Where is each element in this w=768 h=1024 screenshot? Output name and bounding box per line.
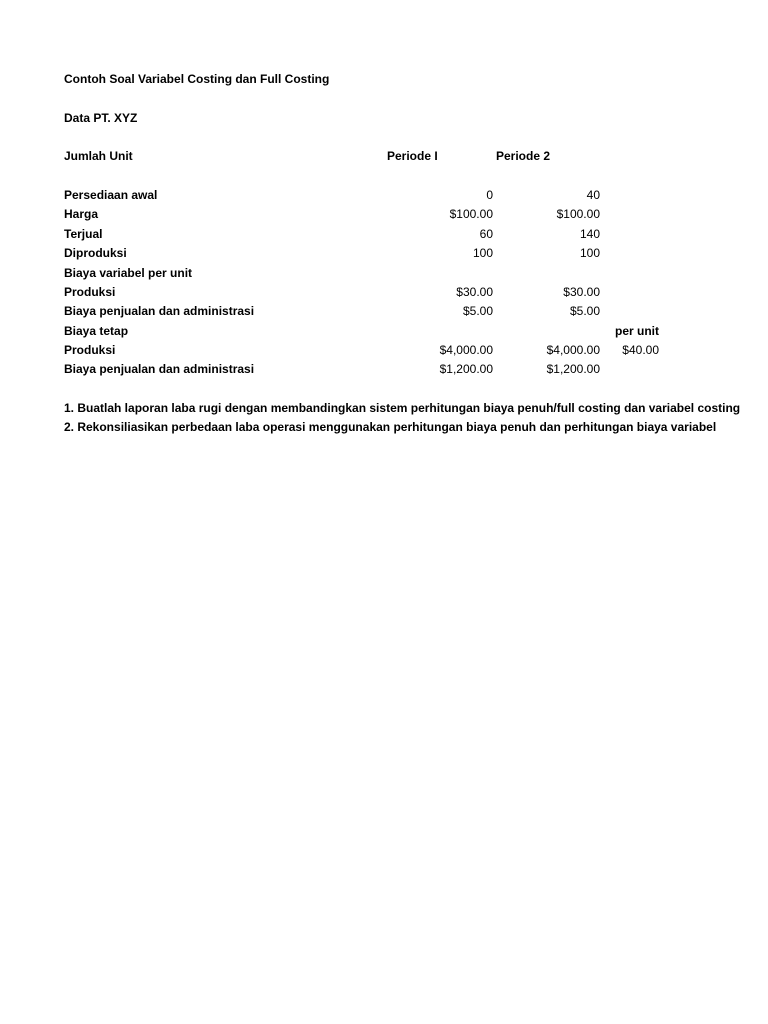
column-header-label: Jumlah Unit [64,149,133,163]
row-value-extra: $40.00 [622,343,659,357]
row-label: Produksi [64,343,116,357]
row-label: Biaya variabel per unit [64,266,193,280]
question-2: 2. Rekonsiliasikan perbedaan laba operasi menggunakan perhitungan biaya penuh dan perhitungan biaya variabel [64,420,717,434]
column-header-period-2: Periode 2 [496,149,551,163]
row-value-period-1: $30.00 [456,285,493,299]
row-value-period-1: 60 [479,227,493,241]
row-label: Harga [64,207,99,221]
column-header-period-1: Periode I [387,149,438,163]
row-value-period-1: 0 [486,188,493,202]
row-value-period-2: $5.00 [569,304,600,318]
row-value-period-1: $1,200.00 [439,362,493,376]
row-value-period-2: $1,200.00 [546,362,600,376]
row-value-period-2: $30.00 [563,285,600,299]
row-label: Diproduksi [64,246,127,260]
row-value-period-2: $4,000.00 [546,343,600,357]
row-label: Biaya penjualan dan administrasi [64,362,255,376]
question-1: 1. Buatlah laporan laba rugi dengan membandingkan sistem perhitungan biaya penuh/full costing dan variabel costing [64,401,741,415]
row-label: Produksi [64,285,116,299]
row-label: Terjual [64,227,103,241]
row-label: Biaya penjualan dan administrasi [64,304,255,318]
row-label: Persediaan awal [64,188,158,202]
row-value-period-2: $100.00 [556,207,600,221]
row-value-period-2: 140 [579,227,600,241]
row-value-period-2: 40 [586,188,600,202]
row-value-period-1: $4,000.00 [439,343,493,357]
row-value-period-1: $100.00 [449,207,493,221]
row-value-extra: per unit [615,324,659,338]
page-title: Contoh Soal Variabel Costing dan Full Costing [64,72,330,86]
row-value-period-1: 100 [472,246,493,260]
row-value-period-2: 100 [579,246,600,260]
row-value-period-1: $5.00 [462,304,493,318]
company-label: Data PT. XYZ [64,111,138,125]
row-label: Biaya tetap [64,324,129,338]
